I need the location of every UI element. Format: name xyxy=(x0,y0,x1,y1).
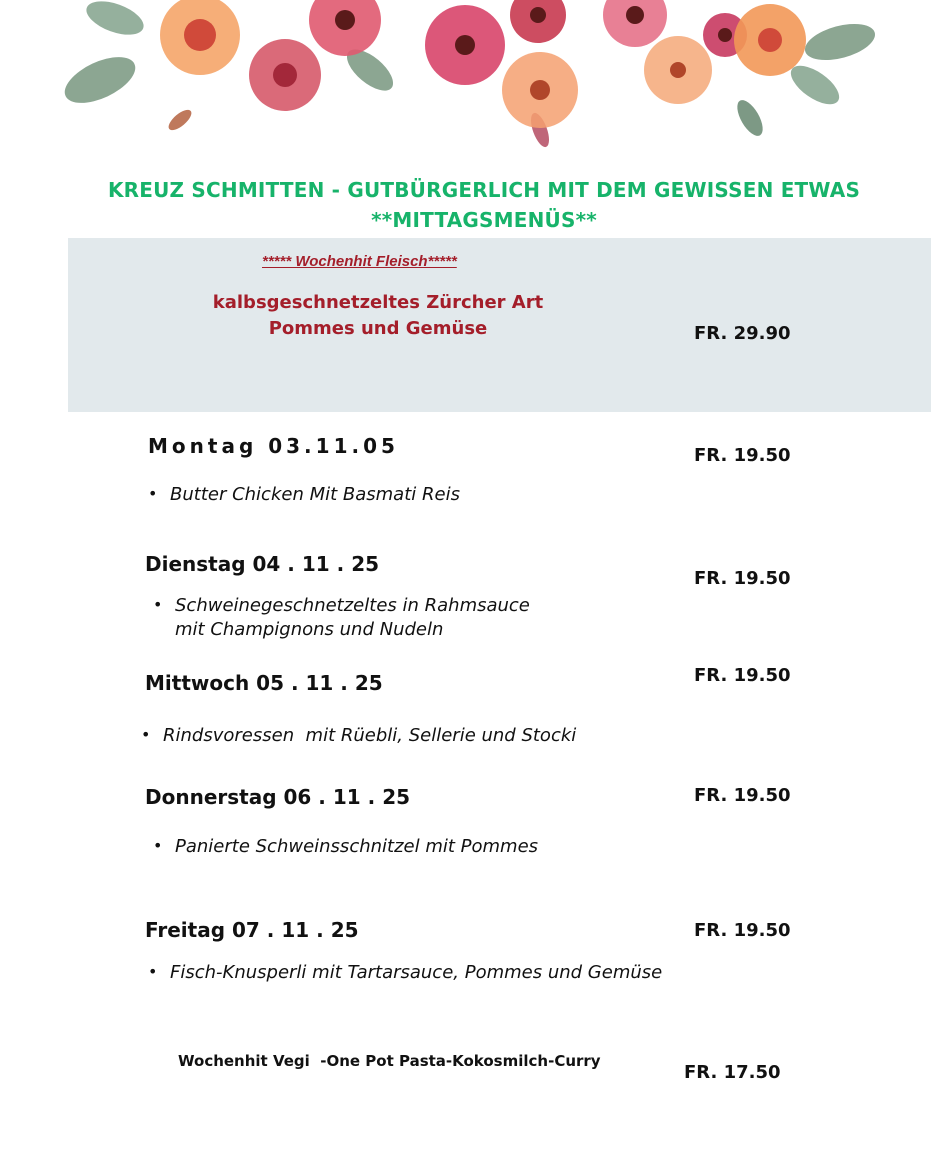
day-label-freitag: Freitag 07 . 11 . 25 xyxy=(145,918,359,942)
day-dish-mittwoch: Rindsvoressen mit Rüebli, Sellerie und Stocki xyxy=(163,725,577,746)
flower-garland-decoration xyxy=(60,0,890,175)
weekly-hit-dish-line2: Pommes und Gemüse xyxy=(268,318,488,339)
day-price-montag: FR. 19.50 xyxy=(694,445,791,466)
weekly-hit-heading: ***** Wochenhit Fleisch***** xyxy=(262,253,457,270)
weekly-hit-dish-line1: kalbsgeschnetzeltes Zürcher Art xyxy=(212,292,544,313)
day-price-donnerstag: FR. 19.50 xyxy=(694,785,791,806)
day-label-montag: Montag 03.11.05 xyxy=(148,434,399,458)
day-dish-freitag: Fisch-Knusperli mit Tartarsauce, Pommes und Gemüse xyxy=(170,962,663,983)
day-price-freitag: FR. 19.50 xyxy=(694,920,791,941)
bullet-icon: • xyxy=(148,484,158,503)
day-dish-donnerstag: Panierte Schweinsschnitzel mit Pommes xyxy=(175,836,539,857)
vegi-weekly-hit: Wochenhit Vegi -One Pot Pasta-Kokosmilch-Curry xyxy=(178,1052,601,1070)
day-label-mittwoch: Mittwoch 05 . 11 . 25 xyxy=(145,671,383,695)
day-label-dienstag: Dienstag 04 . 11 . 25 xyxy=(145,552,380,576)
day-price-dienstag: FR. 19.50 xyxy=(694,568,791,589)
bullet-icon: • xyxy=(148,962,158,981)
day-dish-dienstag: Schweinegeschnetzeltes in Rahmsauce mit Champignons und Nudeln xyxy=(175,595,530,640)
weekly-hit-price: FR. 29.90 xyxy=(694,323,791,344)
bullet-icon: • xyxy=(153,836,163,855)
menu-title: **MITTAGSMENÜS** xyxy=(371,208,597,232)
vegi-price: FR. 17.50 xyxy=(684,1062,781,1083)
day-label-donnerstag: Donnerstag 06 . 11 . 25 xyxy=(145,785,411,809)
day-dish-montag: Butter Chicken Mit Basmati Reis xyxy=(170,484,460,505)
bullet-icon: • xyxy=(141,725,151,744)
restaurant-title: KREUZ SCHMITTEN - GUTBÜRGERLICH MIT DEM GEWISSEN ETWAS xyxy=(107,178,861,202)
bullet-icon: • xyxy=(153,595,163,614)
day-price-mittwoch: FR. 19.50 xyxy=(694,665,791,686)
